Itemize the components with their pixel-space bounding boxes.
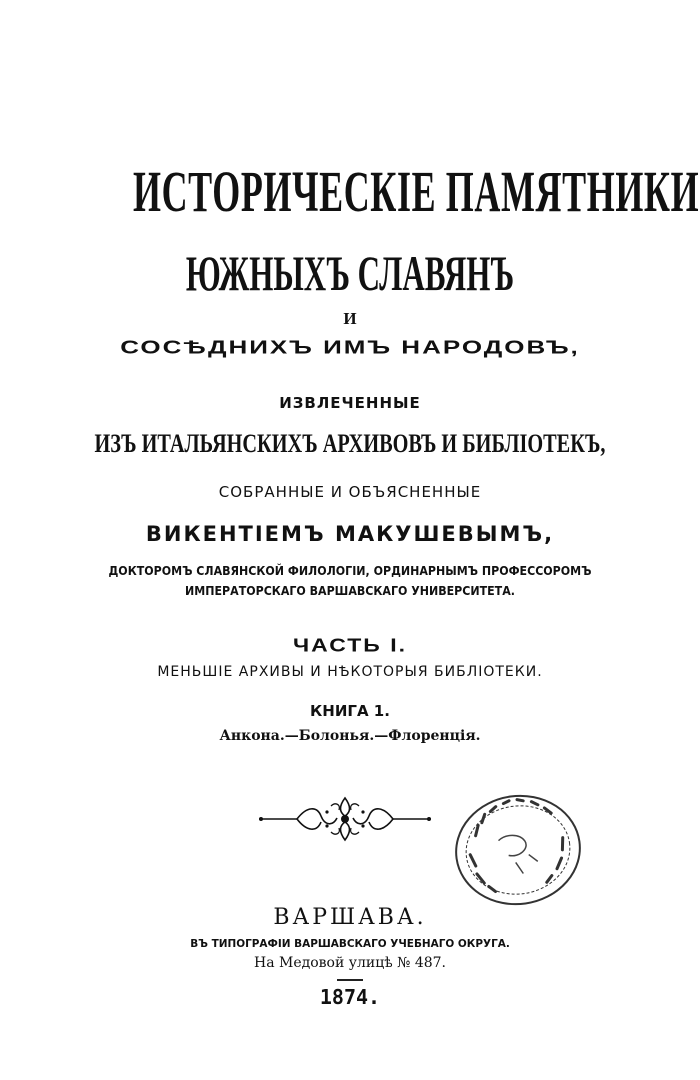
imprint-year: 1874. (319, 985, 381, 1009)
divider (337, 979, 363, 981)
title-main: ИСТОРИЧЕСКІЕ ПАМЯТНИКИ (133, 159, 700, 224)
author-name: ВИКЕНТІЕМЪ МАКУШЕВЫМЪ, (145, 522, 555, 546)
title-sub: ЮЖНЫХЪ СЛАВЯНЪ (185, 245, 515, 301)
author-degree: ДОКТОРОМЪ СЛАВЯНСКОЙ ФИЛОЛОГІИ, ОРДИНАРНЫМЪ ПРОФЕССОРОМЪ (108, 564, 592, 578)
extracted-label: ИЗВЛЕЧЕННЫЕ (279, 394, 421, 412)
part-heading: ЧАСТЬ I. (293, 634, 407, 656)
imprint-street: На Медовой улицѣ № 487. (254, 955, 446, 971)
library-stamp-icon (448, 790, 588, 910)
collected-label: СОБРАННЫЕ И ОБЪЯСНЕННЫЕ (218, 483, 482, 501)
archives-line: ИЗЪ ИТАЛЬЯНСКИХЪ АРХИВОВЪ И БИБЛІОТЕКЪ, (94, 429, 606, 458)
part-subtitle: МЕНЬШІЕ АРХИВЫ И НѢКОТОРЫЯ БИБЛІОТЕКИ. (157, 664, 543, 680)
author-university: ИМПЕРАТОРСКАГО ВАРШАВСКАГО УНИВЕРСИТЕТА. (185, 584, 515, 598)
imprint-press: ВЪ ТИПОГРАФІИ ВАРШАВСКАГО УЧЕБНАГО ОКРУГА. (190, 937, 510, 950)
title-conjunction: И (343, 309, 357, 328)
book-cities: Анкона.—Болонья.—Флоренція. (219, 728, 481, 744)
ornament-icon (255, 792, 435, 846)
imprint-city: ВАРШАВА. (273, 905, 427, 930)
book-heading: КНИГА 1. (310, 702, 390, 720)
title-neighbors: СОСѢДНИХЪ ИМЪ НАРОДОВЪ, (120, 336, 580, 358)
